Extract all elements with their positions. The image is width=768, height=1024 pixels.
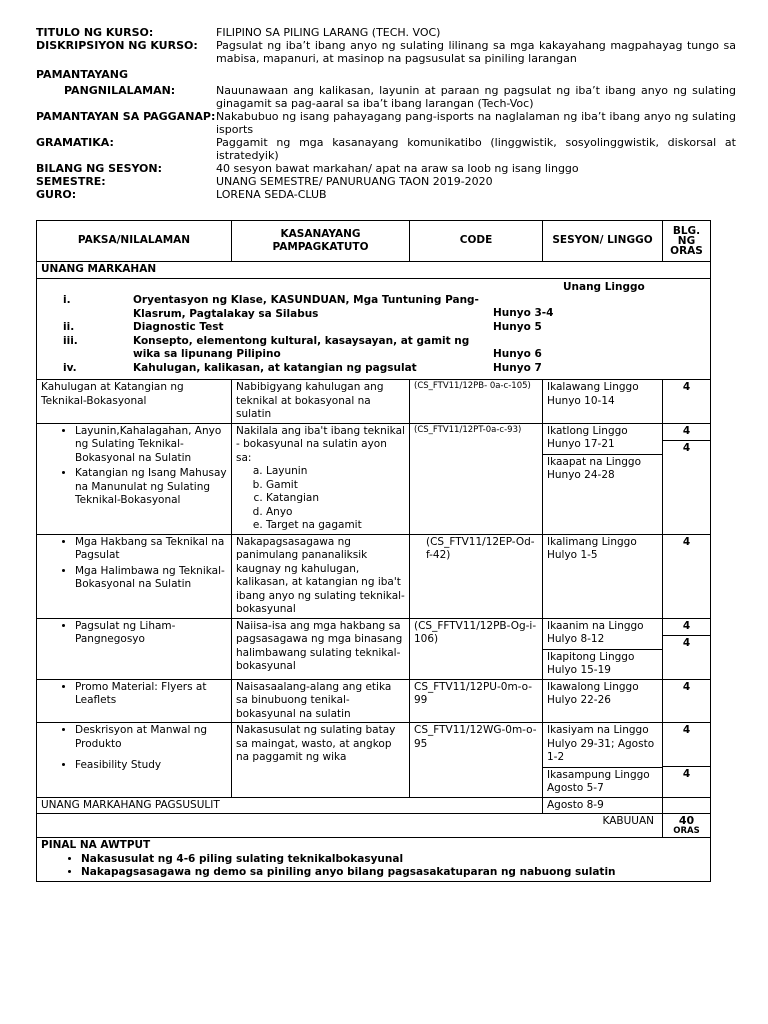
col-header-kasanayang: KASANAYANG PAMPAGKATUTO (232, 221, 410, 262)
paksa-item: • Promo Material: Flyers at Leaflets (75, 681, 227, 708)
syllabus-table (36, 220, 711, 882)
intro-item (41, 294, 706, 321)
kasanayang-cell: Nakasusulat ng sulating batay sa maingat, wasto, at angkop na paggamit ng wika (232, 723, 410, 798)
kabuuan-value: 40 (678, 814, 695, 827)
kasanayang-cell: Naisasaalang-alang ang etika sa binubuong tenikal-bokasyunal na sulatin (232, 679, 410, 723)
sesyon-a: Ikaanim na Linggo Hulyo 8-12 (547, 619, 644, 645)
gramatika-row (36, 136, 736, 162)
sesyon-a: Ikasiyam na Linggo Hulyo 29-31; Agosto 1-2 (547, 724, 655, 763)
sesyon-label: BILANG NG SESYON: (36, 162, 163, 175)
kabuuan-label: KABUUAN (37, 814, 663, 838)
col-header-sesyon: SESYON/ LINGGO (543, 221, 663, 262)
paksa-item: • Mga Halimbawa ng Teknikal-Bokasyonal na Sulatin (75, 565, 227, 592)
sesyon-cell: Ikalawang Linggo Hunyo 10-14 (543, 380, 663, 424)
pinal-item: • Nakasusulat ng 4-6 piling sulating teknikalbokasyunal (81, 853, 706, 867)
code-cell: (CS_FTV11/12EP-Od-f-42) (410, 534, 543, 618)
sesyon-cell: Ikawalong Linggo Hulyo 22-26 (543, 679, 663, 723)
sesyon-row (36, 162, 736, 175)
paksa-item: • Katangian ng Isang Mahusay na Manunulat ng Sulating Teknikal-Bokasyonal (75, 467, 227, 508)
guro-row (36, 188, 736, 201)
deskripsiyon-row (36, 39, 736, 65)
paksa-cell (37, 723, 232, 798)
oras-a: 4 (682, 724, 691, 736)
sesyon-a: Ikatlong Linggo Hunyo 17-21 (547, 424, 628, 450)
oras-cell: 4 (663, 679, 711, 723)
pinal-row (37, 838, 711, 882)
guro-value: LORENA SEDA-CLUB (216, 188, 327, 201)
code-cell: CS_FTV11/12PU-0m-o-99 (410, 679, 543, 723)
oras-b: 4 (663, 635, 710, 651)
kabuuan-unit: ORAS (673, 826, 700, 836)
titulo-row (36, 26, 736, 39)
intro-text: Kahulugan, kalikasan, at katangian ng pagsulat (133, 361, 417, 374)
kasanayang-item: a. Layunin (266, 465, 405, 479)
table-row (37, 423, 711, 534)
kasanayang-item: c. Katangian (266, 492, 405, 506)
titulo-label: TITULO NG KURSO: (36, 26, 154, 39)
pamantayang-label: PAMANTAYANG (36, 68, 129, 81)
paksa-cell (37, 618, 232, 679)
kasanayang-item: d. Anyo (266, 506, 405, 520)
col-header-blg: BLG. NG ORAS (663, 221, 711, 262)
paksa-item: • Pagsulat ng Liham-Pangnegosyo (75, 620, 227, 647)
intro-text: Diagnostic Test (133, 321, 224, 333)
oras-a: 4 (682, 619, 691, 632)
intro-text: Oryentasyon ng Klase, KASUNDUAN, Mga Tuntuning Pang-Klasrum, Pagtalakay sa Silabus (133, 294, 479, 320)
deskripsiyon-label: DISKRIPSIYON NG KURSO: (36, 39, 198, 52)
sesyon-cell (543, 723, 663, 798)
paksa-item: • Mga Hakbang sa Teknikal na Pagsulat (75, 536, 227, 563)
code-cell: (CS_FTV11/12PT-0a-c-93) (410, 423, 543, 534)
gramatika-label: GRAMATIKA: (36, 136, 114, 149)
paksa-item: • Deskrisyon at Manwal ng Produkto (75, 724, 227, 751)
intro-date: Hunyo 5 (493, 321, 542, 333)
pinal-cell (37, 838, 711, 882)
course-header (36, 26, 736, 201)
paksa-item: • Layunin,Kahalagahan, Anyo ng Sulating Teknikal- Bokasyonal na Sulatin (75, 425, 227, 466)
kabuuan-cell (663, 814, 711, 838)
semestre-value: UNANG SEMESTRE/ PANURUANG TAON 2019-2020 (216, 175, 493, 188)
deskripsiyon-value: Pagsulat ng iba’t ibang anyo ng sulating lilinang sa mga kakayahang magpahayag tungo sa mabisa, mapanuri, at masinop na pagsusulat sa piniling larangan (216, 39, 736, 65)
oras-b: 4 (663, 440, 710, 456)
semestre-row (36, 175, 736, 188)
paksa-cell (37, 679, 232, 723)
intro-item (41, 362, 706, 376)
kasanayang-item: e. Target na gagamit (266, 519, 405, 533)
pagsusulit-date: Agosto 8-9 (543, 797, 663, 814)
pagganap-value: Nakabubuo ng isang pahayagang pang-isports na naglalaman ng iba’t ibang anyo ng sulating isports (216, 110, 736, 136)
table-row (37, 723, 711, 798)
sesyon-cell (543, 423, 663, 534)
kasanayang-cell: Nakapagsasagawa ng panimulang pananaliksik kaugnay ng kahulugan, kalikasan, at katangian ng iba't ibang anyo ng sulating teknikal-bokasyunal (232, 534, 410, 618)
intro-date: Hunyo 3-4 (493, 307, 554, 319)
sesyon-cell (543, 618, 663, 679)
pagganap-label: PAMANTAYAN SA PAGGANAP: (36, 110, 216, 123)
code-cell: (CS_FTV11/12PB- 0a-c-105) (410, 380, 543, 424)
table-row (37, 380, 711, 424)
intro-num: ii. (63, 321, 75, 333)
guro-label: GURO: (36, 188, 77, 201)
intro-text: Konsepto, elementong kultural, kasaysayan, at gamit ng wika sa lipunang Pilipino (133, 334, 470, 360)
oras-cell (663, 618, 711, 679)
pinal-label: PINAL NA AWTPUT (41, 839, 151, 851)
oras-cell (663, 723, 711, 798)
oras-cell (663, 423, 711, 534)
col-header-paksa: PAKSA/NILALAMAN (37, 221, 232, 262)
intro-row (37, 278, 711, 380)
unang-markahan-label: UNANG MARKAHAN (37, 262, 711, 279)
pinal-item: • Nakapagsasagawa ng demo sa piniling anyo bilang pagsasakatuparan ng nabuong sulatin (81, 866, 706, 880)
sesyon-cell: Ikalimang Linggo Hulyo 1-5 (543, 534, 663, 618)
col-header-code: CODE (410, 221, 543, 262)
gramatika-value: Paggamit ng mga kasanayang komunikatibo (linggwistik, sosyolinggwistik, diskorsal at istratedyik) (216, 136, 736, 162)
oras-b: 4 (663, 766, 710, 782)
sesyon-b: Ikapitong Linggo Hulyo 15-19 (543, 649, 662, 678)
kabuuan-row (37, 814, 711, 838)
pagsusulit-oras (663, 797, 711, 814)
sesyon-value: 40 sesyon bawat markahan/ apat na araw sa loob ng isang linggo (216, 162, 579, 175)
pamantayang-row (36, 68, 736, 81)
intro-date: Hunyo 7 (493, 361, 542, 374)
table-row (37, 618, 711, 679)
table-row (37, 534, 711, 618)
table-row (37, 679, 711, 723)
intro-num: iv. (63, 361, 77, 374)
oras-cell: 4 (663, 380, 711, 424)
intro-item (41, 321, 706, 335)
sesyon-b: Ikasampung Linggo Agosto 5-7 (543, 767, 662, 796)
paksa-cell (37, 534, 232, 618)
pagganap-row (36, 110, 736, 136)
paksa-item: • Feasibility Study (75, 759, 227, 773)
intro-cell (37, 278, 711, 380)
table-header-row (37, 221, 711, 262)
intro-num: iii. (63, 334, 78, 347)
kasanayang-text: Nakilala ang iba't ibang teknikal - bokasyunal na sulatin ayon sa: (236, 424, 405, 464)
intro-date: Hunyo 6 (493, 347, 542, 360)
paksa-cell (37, 423, 232, 534)
intro-num: i. (63, 294, 71, 306)
paksa-cell: Kahulugan at Katangian ng Teknikal-Bokasyonal (37, 380, 232, 424)
oras-a: 4 (682, 424, 691, 437)
unang-markahan-row (37, 262, 711, 279)
pangnilalaman-value: Nauunawaan ang kalikasan, layunin at paraan ng pagsulat ng iba’t ibang anyo ng sulating ginagamit sa pag-aaral sa iba’t ibang larangan (Tech-Voc) (216, 84, 736, 110)
intro-item (41, 335, 706, 362)
kasanayang-cell (232, 423, 410, 534)
titulo-value: FILIPINO SA PILING LARANG (TECH. VOC) (216, 26, 441, 39)
code-cell: CS_FTV11/12WG-0m-o-95 (410, 723, 543, 798)
kasanayang-cell: Naiisa-isa ang mga hakbang sa pagsasagawa ng mga binasang halimbawang sulating teknikal-bokasyunal (232, 618, 410, 679)
pagsusulit-label: UNANG MARKAHANG PAGSUSULIT (37, 797, 543, 814)
pagsusulit-row (37, 797, 711, 814)
sesyon-b: Ikaapat na Linggo Hunyo 24-28 (543, 454, 662, 483)
unang-linggo-label: Unang Linggo (563, 280, 645, 293)
pangnilalaman-row (36, 84, 736, 110)
semestre-label: SEMESTRE: (36, 175, 106, 188)
kasanayang-item: b. Gamit (266, 479, 405, 493)
pangnilalaman-label: PANGNILALAMAN: (64, 84, 176, 97)
oras-cell: 4 (663, 534, 711, 618)
kasanayang-cell: Nabibigyang kahulugan ang teknikal at bokasyonal na sulatin (232, 380, 410, 424)
code-cell: (CS_FFTV11/12PB-Og-i-106) (410, 618, 543, 679)
